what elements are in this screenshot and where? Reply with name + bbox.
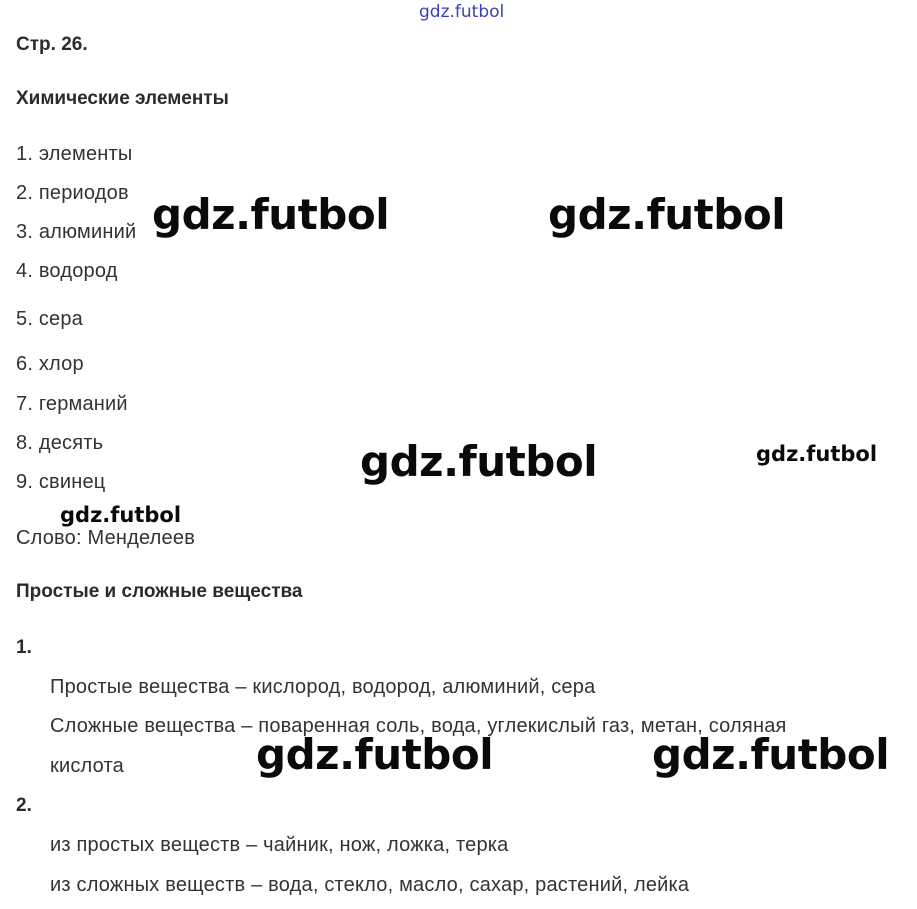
task-number-1: 1.	[16, 637, 32, 658]
list-item: 8. десять	[16, 432, 104, 454]
list-item: 1. элементы	[16, 143, 133, 165]
watermark: gdz.futbol	[256, 730, 494, 779]
task2-complex-objects: из сложных веществ – вода, стекло, масло, сахар, растений, лейка	[50, 874, 690, 896]
watermark: gdz.futbol	[652, 730, 890, 779]
section-title-substances: Простые и сложные вещества	[16, 581, 303, 602]
list-item: 2. периодов	[16, 182, 129, 204]
task-number-2: 2.	[16, 795, 32, 816]
list-item: 5. сера	[16, 308, 84, 330]
watermark: gdz.futbol	[152, 190, 390, 239]
task1-simple-substances: Простые вещества – кислород, водород, алюминий, сера	[50, 676, 596, 698]
watermark: gdz.futbol	[756, 442, 878, 466]
watermark: gdz.futbol	[360, 437, 598, 486]
list-item: 9. свинец	[16, 471, 106, 493]
list-item: 6. хлор	[16, 353, 84, 375]
list-item: 3. алюминий	[16, 221, 137, 243]
watermark-top: gdz.futbol	[419, 2, 505, 22]
task1-complex-substances-cont: кислота	[50, 755, 124, 777]
page-reference: Стр. 26.	[16, 34, 88, 55]
section-title-chemical-elements: Химические элементы	[16, 88, 229, 109]
watermark: gdz.futbol	[60, 503, 182, 527]
list-item: 4. водород	[16, 260, 118, 282]
word-answer: Слово: Менделеев	[16, 527, 196, 549]
task1-complex-substances: Сложные вещества – поваренная соль, вода, углекислый газ, метан, соляная	[50, 715, 787, 737]
watermark: gdz.futbol	[548, 190, 786, 239]
task2-simple-objects: из простых веществ – чайник, нож, ложка, терка	[50, 834, 509, 856]
list-item: 7. германий	[16, 393, 128, 415]
